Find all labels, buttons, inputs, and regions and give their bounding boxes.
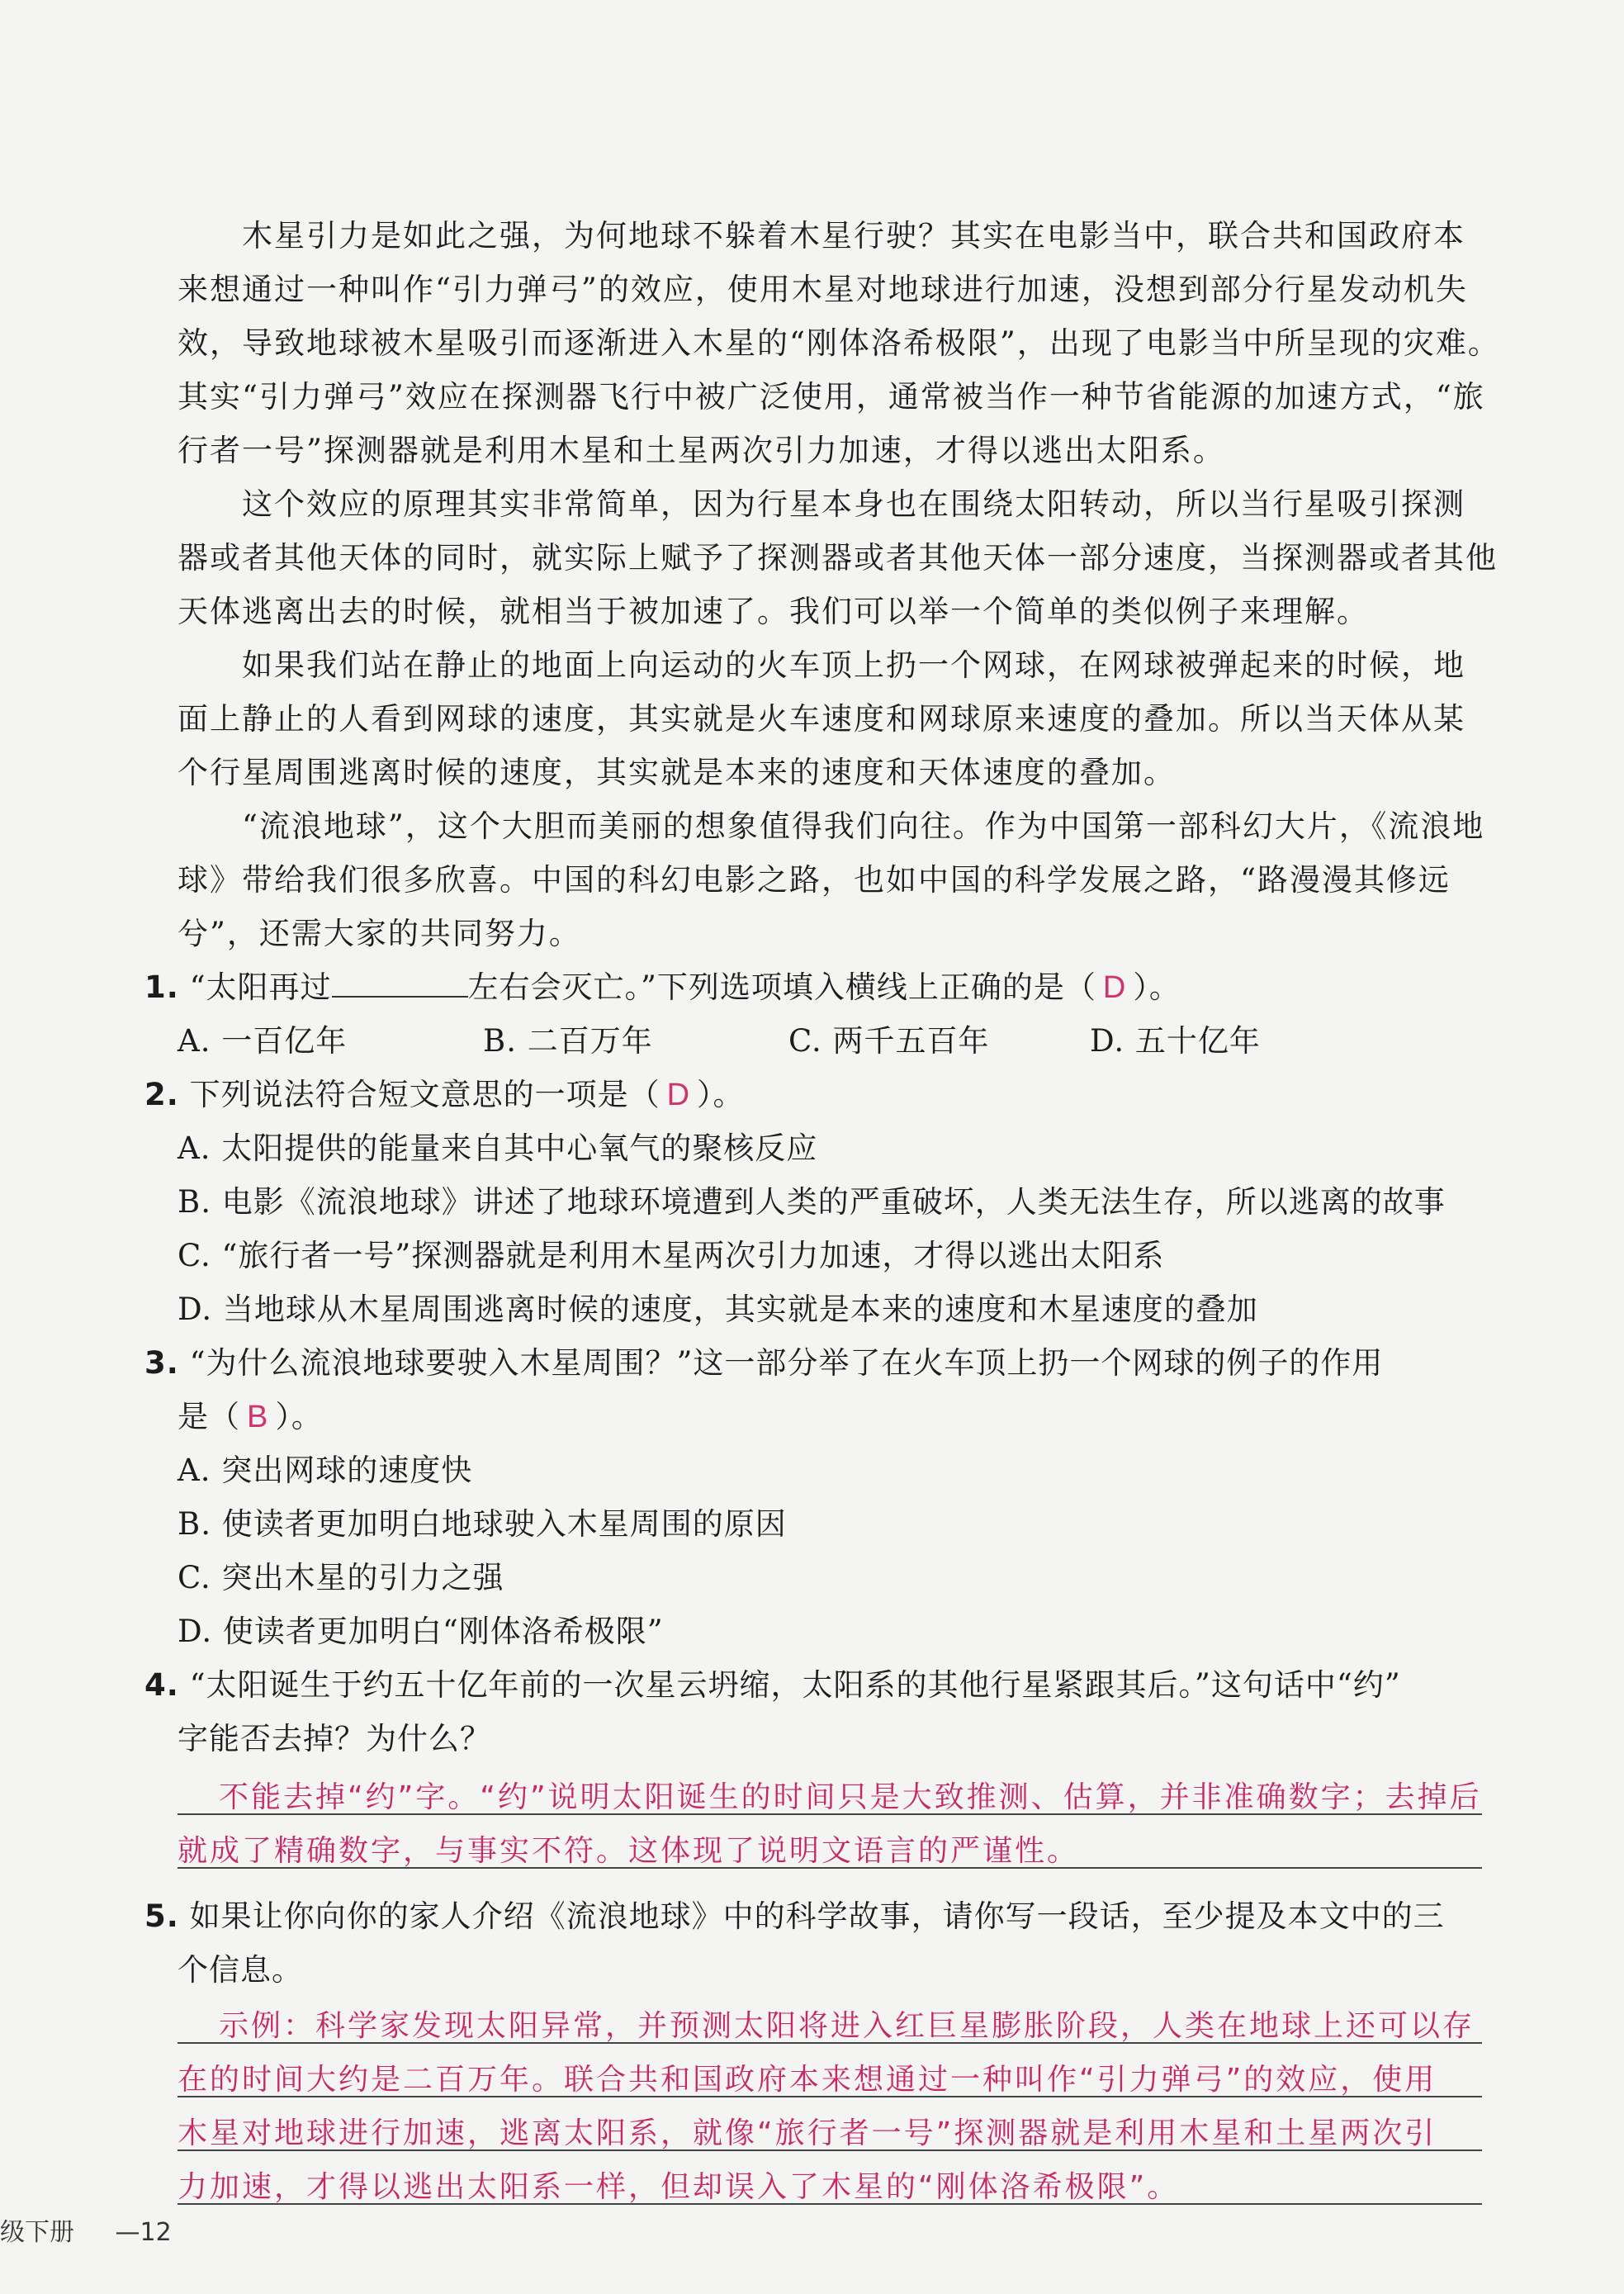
handwritten-answer-line: 不能去掉“约”字。“约”说明太阳诞生的时间只是大致推测、估算，并非准确数字；去掉后 — [219, 1780, 1482, 1814]
question-number: 1. — [144, 969, 179, 1005]
question-stem-cont: 个信息。 — [178, 1952, 303, 1988]
paren-close: ）。 — [1133, 969, 1181, 1005]
passage-line: 这个效应的原理其实非常简单，因为行星本身也在围绕太阳转动，所以当行星吸引探测 — [178, 486, 1465, 522]
question-stem: 如果让你向你的家人介绍《流浪地球》中的科学故事，请你写一段话，至少提及本文中的三 — [189, 1898, 1445, 1934]
fill-blank[interactable] — [332, 971, 468, 998]
question-stem-cont: 左右会灭亡。”下列选项填入横线上正确的是（ — [467, 969, 1096, 1005]
answer-rule — [178, 2203, 1482, 2205]
passage-line: 天体逃离出去的时候，就相当于被加速了。我们可以举一个简单的类似例子来理解。 — [178, 594, 1369, 629]
handwritten-answer: D — [1102, 970, 1127, 1005]
handwritten-answer-line: 在的时间大约是二百万年。联合共和国政府本来想通过一种叫作“引力弹弓”的效应，使用 — [178, 2063, 1437, 2097]
paren-close: ）。 — [697, 1077, 745, 1112]
question-number: 4. — [144, 1667, 179, 1703]
question-stem: “为什么流浪地球要驶入木星周围？”这一部分举了在火车顶上扔一个网球的例子的作用 — [189, 1345, 1384, 1381]
passage-line: 面上静止的人看到网球的速度，其实就是火车速度和网球原来速度的叠加。所以当天体从某 — [178, 701, 1465, 737]
handwritten-answer-line: 示例：科学家发现太阳异常，并预测太阳将进入红巨星膨胀阶段，人类在地球上还可以存 — [219, 2009, 1475, 2043]
option-a[interactable]: A. 突出网球的速度快 — [178, 1453, 473, 1488]
question-stem-cont: 是（ — [178, 1399, 240, 1434]
grade-label: 级下册 — [0, 2218, 74, 2247]
passage-line: 球》带给我们很多欣喜。中国的科幻电影之路，也如中国的科学发展之路，“路漫漫其修远 — [178, 862, 1451, 898]
passage-line: 来想通过一种叫作“引力弹弓”的效应，使用木星对地球进行加速，没想到部分行星发动机失 — [178, 272, 1468, 307]
answer-rule — [178, 1867, 1482, 1869]
passage-line: 木星引力是如此之强，为何地球不躲着木星行驶？其实在电影当中，联合共和国政府本 — [178, 218, 1465, 254]
answer-rule — [178, 2042, 1482, 2044]
page-footer — [0, 2211, 172, 2248]
option-c[interactable]: C. 突出木星的引力之强 — [178, 1560, 504, 1595]
handwritten-answer: D — [666, 1078, 691, 1112]
option-a[interactable]: A. 太阳提供的能量来自其中心氧气的聚核反应 — [178, 1130, 818, 1166]
question-number: 2. — [144, 1077, 179, 1112]
passage-line: 其实“引力弹弓”效应在探测器飞行中被广泛使用，通常被当作一种节省能源的加速方式，“旅 — [178, 379, 1485, 415]
question-number: 5. — [144, 1898, 179, 1934]
question-number: 3. — [144, 1345, 179, 1381]
passage-line: 兮”，还需大家的共同努力。 — [178, 916, 581, 951]
passage-line: 如果我们站在静止的地面上向运动的火车顶上扔一个网球，在网球被弹起来的时候，地 — [178, 647, 1465, 683]
question-stem: 下列说法符合短文意思的一项是（ — [189, 1077, 660, 1112]
passage-line: “流浪地球”，这个大胆而美丽的想象值得我们向往。作为中国第一部科幻大片，《流浪地 — [178, 808, 1485, 844]
answer-rule — [178, 1813, 1482, 1815]
question-stem: “太阳再过 — [189, 969, 332, 1005]
answer-rule — [178, 2149, 1482, 2151]
paren-close: ）。 — [275, 1399, 323, 1434]
option-d[interactable]: D. 当地球从木星周围逃离时候的速度，其实就是本来的速度和木星速度的叠加 — [178, 1292, 1258, 1327]
option-a[interactable]: A. 一百亿年 — [178, 1023, 348, 1059]
question-stem: “太阳诞生于约五十亿年前的一次星云坍缩，太阳系的其他行星紧跟其后。”这句话中“约” — [189, 1667, 1401, 1703]
handwritten-answer-line: 力加速，才得以逃出太阳系一样，但却误入了木星的“刚体洛希极限”。 — [178, 2170, 1180, 2204]
passage-line: 行者一号”探测器就是利用木星和土星两次引力加速，才得以逃出太阳系。 — [178, 433, 1225, 468]
option-c[interactable]: C. “旅行者一号”探测器就是利用木星两次引力加速，才得以逃出太阳系 — [178, 1238, 1165, 1273]
handwritten-answer-line: 就成了精确数字，与事实不符。这体现了说明文语言的严谨性。 — [178, 1834, 1080, 1868]
option-b[interactable]: B. 电影《流浪地球》讲述了地球环境遭到人类的严重破坏，人类无法生存，所以逃离的故事 — [178, 1184, 1446, 1220]
option-b[interactable]: B. 二百万年 — [483, 1023, 653, 1059]
page-number: —12 — [115, 2218, 172, 2247]
passage-line: 个行星周围逃离时候的速度，其实就是本来的速度和天体速度的叠加。 — [178, 755, 1176, 790]
question-stem-cont: 字能否去掉？为什么？ — [178, 1721, 491, 1756]
answer-rule — [178, 2096, 1482, 2097]
passage-line: 效，导致地球被木星吸引而逐渐进入木星的“刚体洛希极限”，出现了电影当中所呈现的灾难。 — [178, 325, 1500, 361]
option-c[interactable]: C. 两千五百年 — [788, 1023, 990, 1059]
option-d[interactable]: D. 使读者更加明白“刚体洛希极限” — [178, 1614, 664, 1649]
passage-line: 器或者其他天体的同时，就实际上赋予了探测器或者其他天体一部分速度，当探测器或者其他 — [178, 540, 1498, 576]
handwritten-answer: B — [247, 1400, 269, 1434]
option-b[interactable]: B. 使读者更加明白地球驶入木星周围的原因 — [178, 1506, 787, 1542]
option-d[interactable]: D. 五十亿年 — [1090, 1023, 1261, 1059]
handwritten-answer-line: 木星对地球进行加速，逃离太阳系，就像“旅行者一号”探测器就是利用木星和土星两次引 — [178, 2116, 1437, 2150]
